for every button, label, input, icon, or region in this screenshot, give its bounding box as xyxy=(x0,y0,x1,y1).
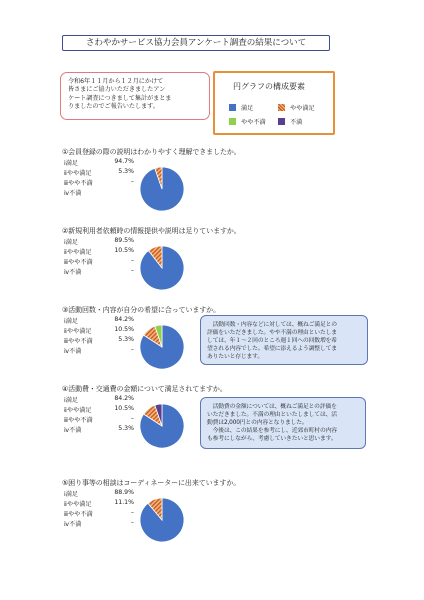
question-title: ②新規利用者依頼時の情報提供や説明は足りていますか。 xyxy=(62,227,241,235)
answer-row xyxy=(64,346,134,355)
answer-row xyxy=(64,316,134,325)
pie-chart xyxy=(137,495,187,545)
pie-chart xyxy=(137,164,187,214)
answer-label: ⅲやや不満 xyxy=(64,259,93,266)
pie-chart xyxy=(137,401,187,451)
answer-label: ⅳ不満 xyxy=(64,427,82,434)
answer-value: 89.5% xyxy=(114,237,134,244)
answer-value: – xyxy=(130,346,134,353)
answer-value: 11.1% xyxy=(114,499,134,506)
page-title: さわやかサービス協力会員アンケート調査の結果について xyxy=(62,35,330,51)
answer-label: ⅱやや満足 xyxy=(64,407,92,414)
answer-label: ⅲやや不満 xyxy=(64,417,93,424)
answer-label: ⅲやや不満 xyxy=(64,511,93,518)
legend-label: 満足 xyxy=(241,105,254,112)
answer-value: – xyxy=(130,415,134,422)
legend-item-somewhat-dissatisfied xyxy=(229,117,266,126)
legend-item-satisfied xyxy=(229,103,253,112)
blue-swatch-icon xyxy=(229,104,236,111)
answer-value: 5.3% xyxy=(118,336,134,343)
answer-row xyxy=(64,267,134,276)
question-1 xyxy=(0,147,424,227)
answer-label: ⅱやや満足 xyxy=(64,328,92,335)
answer-value: 10.5% xyxy=(114,326,134,333)
comment-box-q3: 活動回数・内容などに対しては、概ねご満足との 評価をいただきました。やや不満の理由といたしま しては、年１～２回のところ週１回への回数増を希 望される内容でした。希望に添えるよう調整してま ありたいと存じます。 xyxy=(200,315,368,365)
answer-row xyxy=(64,237,134,246)
answer-row xyxy=(64,489,134,498)
answer-row xyxy=(64,415,134,424)
legend-label: 不満 xyxy=(290,119,303,126)
answer-value: 84.2% xyxy=(114,395,134,402)
answer-value: 88.9% xyxy=(114,489,134,496)
answer-label: ⅰ満足 xyxy=(64,397,79,404)
answer-value: 94.7% xyxy=(114,158,134,165)
answer-label: ⅰ満足 xyxy=(64,239,79,246)
answer-value: – xyxy=(130,519,134,526)
question-title: ③活動回数・内容が自分の希望に合っていますか。 xyxy=(62,306,220,314)
answer-value: 10.5% xyxy=(114,405,134,412)
answer-label: ⅳ不満 xyxy=(64,190,82,197)
answer-row xyxy=(64,178,134,187)
answer-value: 5.3% xyxy=(118,425,134,432)
answer-row xyxy=(64,499,134,508)
answer-value: – xyxy=(130,509,134,516)
answer-label: ⅰ満足 xyxy=(64,318,79,325)
question-title: ⑤困り事等の相談はコーディネーターに出来ていますか。 xyxy=(62,479,241,487)
answer-row xyxy=(64,247,134,256)
legend-title: 円グラフの構成要素 xyxy=(233,82,305,91)
answer-value: – xyxy=(130,178,134,185)
answer-label: ⅲやや不満 xyxy=(64,338,93,345)
answer-value: – xyxy=(130,267,134,274)
answer-row xyxy=(64,509,134,518)
answer-label: ⅰ満足 xyxy=(64,160,79,167)
answer-value: 10.5% xyxy=(114,247,134,254)
answer-row xyxy=(64,425,134,434)
answer-label: ⅳ不満 xyxy=(64,348,82,355)
question-5 xyxy=(0,478,424,558)
answer-value: 5.3% xyxy=(118,168,134,175)
answer-label: ⅲやや不満 xyxy=(64,180,93,187)
answer-label: ⅳ不満 xyxy=(64,269,82,276)
answer-label: ⅳ不満 xyxy=(64,521,82,528)
purple-swatch-icon xyxy=(278,118,285,125)
green-swatch-icon xyxy=(229,118,236,125)
intro-message: 令和6年１１月から１２月にかけて 皆さまにご協力いただきましたアン ケート調査につきまして集計がまとま りましたのでご報告いたします。 xyxy=(60,72,210,120)
answer-row xyxy=(64,395,134,404)
answer-row xyxy=(64,257,134,266)
answer-row xyxy=(64,405,134,414)
answer-row xyxy=(64,519,134,528)
question-2 xyxy=(0,226,424,306)
legend-item-somewhat-satisfied xyxy=(278,103,315,112)
legend-box xyxy=(213,71,335,135)
question-title: ①会員登録の際の説明はわかりやすく理解できましたか。 xyxy=(62,148,241,156)
orange-swatch-icon xyxy=(278,104,285,111)
answer-label: ⅱやや満足 xyxy=(64,501,92,508)
legend-label: やや不満 xyxy=(241,119,266,126)
answer-label: ⅱやや満足 xyxy=(64,249,92,256)
answer-label: ⅰ満足 xyxy=(64,491,79,498)
pie-chart xyxy=(137,322,187,372)
legend-item-dissatisfied xyxy=(278,117,302,126)
answer-row xyxy=(64,168,134,177)
answer-row xyxy=(64,336,134,345)
answer-label: ⅱやや満足 xyxy=(64,170,92,177)
answer-value: 84.2% xyxy=(114,316,134,323)
comment-box-q4: 活動費の金額については、概ねご満足との評価を いただきました。不満の理由といたしましては、活 動費は2,000円との内容となりました。 今後は、この結果を参考にし、近郊市町村の内容 も参考にしながら、考慮していきたいと思います。 xyxy=(200,397,366,449)
pie-chart xyxy=(137,243,187,293)
question-title: ④活動費・交通費の金額について満足されてますか。 xyxy=(62,385,227,393)
answer-row xyxy=(64,326,134,335)
answer-value: – xyxy=(130,257,134,264)
legend-label: やや満足 xyxy=(290,105,315,112)
answer-row xyxy=(64,158,134,167)
answer-row xyxy=(64,188,134,197)
